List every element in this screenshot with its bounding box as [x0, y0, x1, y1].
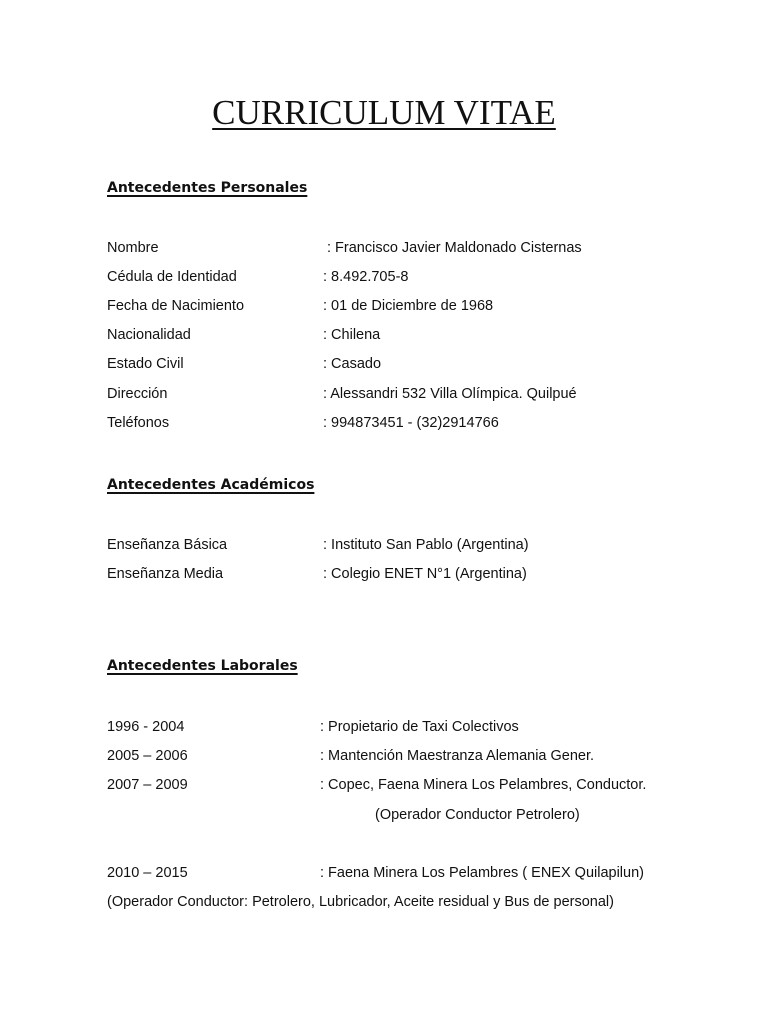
field-value-direccion: : Alessandri 532 Villa Olímpica. Quilpué	[323, 386, 577, 402]
section-heading-academic: Antecedentes Académicos	[107, 477, 315, 493]
work-period: 2010 – 2015	[107, 865, 188, 881]
field-label-estado-civil: Estado Civil	[107, 356, 184, 372]
field-value-ensenanza-basica: : Instituto San Pablo (Argentina)	[323, 537, 529, 553]
field-value-estado-civil: : Casado	[323, 356, 382, 372]
field-label-ensenanza-media: Enseñanza Media	[107, 566, 224, 582]
field-label-ensenanza-basica: Enseñanza Básica	[107, 537, 228, 553]
document-title: CURRICULUM VITAE	[212, 93, 556, 132]
field-label-fecha-nacimiento: Fecha de Nacimiento	[107, 298, 245, 314]
field-value-fecha-nacimiento: : 01 de Diciembre de 1968	[323, 298, 494, 314]
field-label-direccion: Dirección	[107, 386, 168, 402]
field-value-telefonos: : 994873451 - (32)2914766	[323, 415, 499, 431]
work-description: : Copec, Faena Minera Los Pelambres, Conductor.	[320, 777, 647, 793]
field-value-nombre: : Francisco Javier Maldonado Cisternas	[327, 240, 582, 256]
work-period: 2005 – 2006	[107, 748, 188, 764]
field-value-cedula: : 8.492.705-8	[323, 269, 409, 285]
work-role-detail: (Operador Conductor Petrolero)	[375, 807, 580, 823]
field-value-nacionalidad: : Chilena	[323, 327, 381, 343]
work-description: : Faena Minera Los Pelambres ( ENEX Quilapilun)	[320, 865, 644, 881]
field-label-nacionalidad: Nacionalidad	[107, 327, 191, 343]
field-value-ensenanza-media: : Colegio ENET N°1 (Argentina)	[323, 566, 527, 582]
work-description: : Mantención Maestranza Alemania Gener.	[320, 748, 595, 764]
work-description: : Propietario de Taxi Colectivos	[320, 719, 519, 735]
work-period: 1996 - 2004	[107, 719, 185, 735]
field-label-nombre: Nombre	[107, 240, 159, 256]
field-label-cedula: Cédula de Identidad	[107, 269, 237, 285]
field-label-telefonos: Teléfonos	[107, 415, 170, 431]
work-period: 2007 – 2009	[107, 777, 188, 793]
section-heading-work: Antecedentes Laborales	[107, 658, 298, 674]
work-role-detail: (Operador Conductor: Petrolero, Lubricador, Aceite residual y Bus de personal)	[107, 894, 614, 910]
section-heading-personal: Antecedentes Personales	[107, 180, 308, 196]
